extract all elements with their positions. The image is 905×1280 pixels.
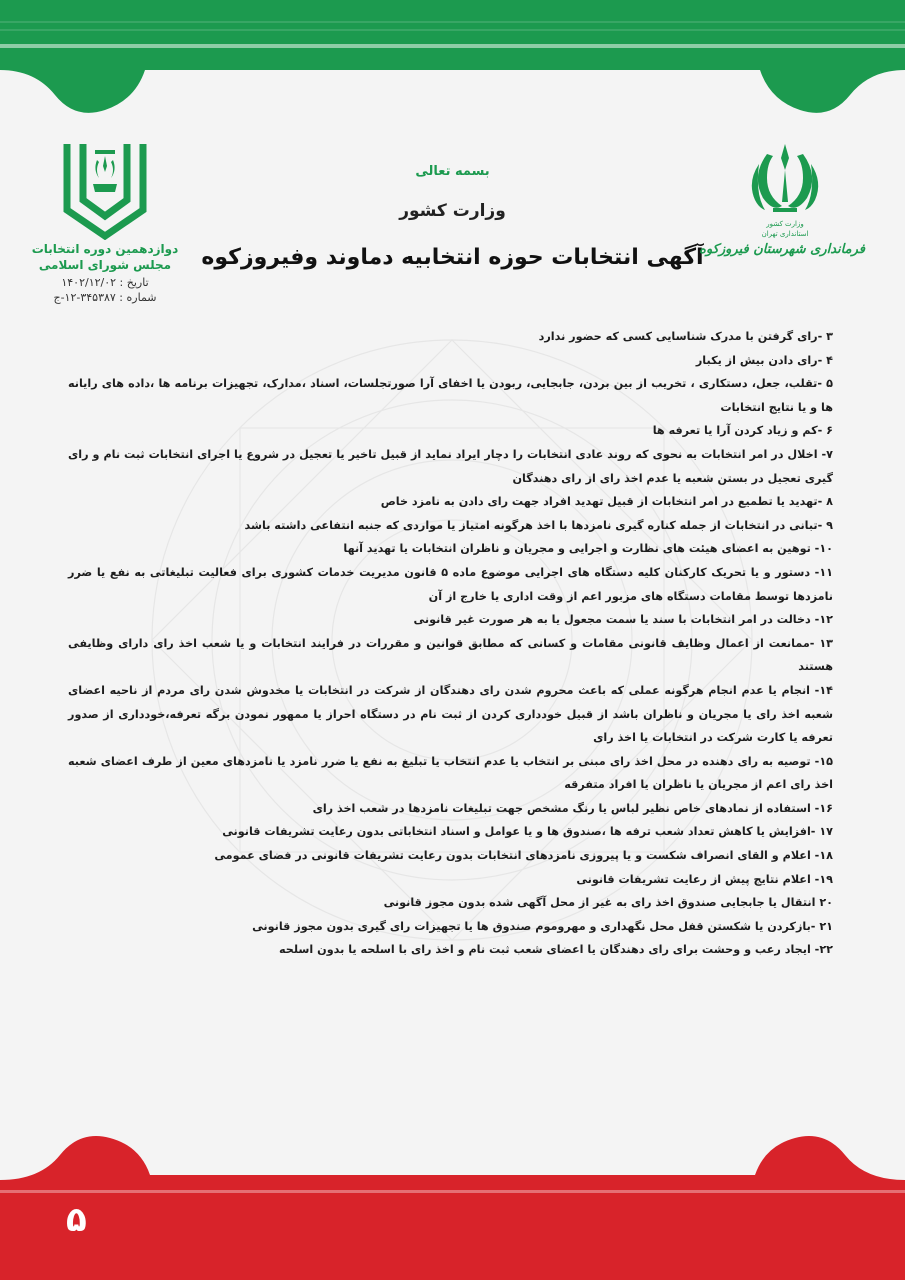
emblem-caption-1: وزارت کشور (766, 220, 804, 228)
document-date: تاریخ : ۱۴۰۲/۱۲/۰۲ (61, 276, 149, 289)
document-number: شماره : ۳۴۵۳۸۷-۱۲-ج (53, 290, 157, 304)
list-item: ۱۶- استفاده از نمادهای خاص نظیر لباس یا رنگ مشخص جهت تبلیغات نامزدها در شعب اخذ رای (312, 801, 833, 815)
list-item: ۱۰- توهین به اعضای هیئت های نظارت و اجرایی و مجریان و ناظران انتخابات یا تهدید آنها (343, 542, 833, 556)
governorate-emblem (699, 140, 865, 285)
list-item: ۶ -کم و زیاد کردن آرا یا تعرفه ها (652, 424, 833, 438)
list-item: ۱۱- دستور و یا تحریک کارکنان کلیه دستگاه های اجرایی موضوع ماده ۵ قانون مدیریت خدمات کشوری برای فعالیت تبلیغاتی به نفع یا ضرر نامزدها توسط مقامات دستگاه های مزبور اعم از وقت اداری یا خارج از آن (68, 565, 833, 603)
list-item: ۱۳ -ممانعت از اعمال وظایف قانونی مقامات و کسانی که مطابق قوانین و مقررات در فرایند انتخابات و یا شعب اخذ رای دارای وظایفی هستند (68, 636, 833, 674)
list-item: ۱۹- اعلام نتایج پیش از رعایت تشریفات قانونی (576, 872, 833, 886)
header (200, 160, 705, 270)
page-title: آگهی انتخابات حوزه انتخابیه دماوند وفیروزکوه (201, 245, 704, 270)
violations-list (68, 325, 833, 962)
ballot-box-icon (59, 140, 151, 240)
list-item: ۲۱ -بازکردن یا شکستن قفل محل نگهداری و مهروموم صندوق ها یا تجهیزات رای گیری بدون مجوز قانونی (252, 919, 833, 933)
list-item: ۷- اخلال در امر انتخابات به نحوی که روند عادی انتخابات را دچار ایراد نماید از قبیل تاخیر یا تعجیل در شروع یا اجرای انتخابات ثبت نام و رای گیری تعجیل در بستن شعبه یا عدم اخذ رای از رای دهندگان (68, 447, 833, 485)
list-item: ۲۲- ایجاد رعب و وحشت برای رای دهندگان یا اعضای شعب ثبت نام و اخذ رای با اسلحه یا بدون اسلحه (279, 943, 833, 957)
list-item: ۳ -رای گرفتن با مدرک شناسایی کسی که حضور ندارد (538, 330, 833, 343)
document-meta (30, 276, 180, 306)
list-item: ۵ -تقلب، جعل، دستکاری ، تخریب از بین بردن، جابجایی، ربودن یا اخفای آرا صورتجلسات، اسناد ،مدارک، تجهیزات برنامه ها ،داده های رایانه ها و یا نتایج انتخابات (68, 377, 833, 414)
list-item: ۸ -تهدید یا تطمیع در امر انتخابات از قبیل تهدید افراد جهت رای دادن به نامزد خاص (380, 495, 833, 509)
iran-emblem-icon (745, 140, 825, 218)
list-item: ۲۰ انتقال یا جابجایی صندوق اخذ رای به غیر از محل آگهی شده بدون مجوز قانونی (383, 896, 833, 910)
election-logo-block (30, 140, 180, 330)
list-item: ۱۷ -افزایش یا کاهش تعداد شعب ترفه ها ،صندوق ها و یا عوامل و اسناد انتخاباتی بدون رعایت تشریفات قانونی (222, 825, 833, 839)
list-item: ۱۸- اعلام و القای انصراف شکست و یا پیروزی نامزدهای انتخابات بدون رعایت تشریفات قانونی در فضای عمومی (214, 849, 833, 863)
list-item: ۴ -رای دادن بیش از یکبار (695, 353, 833, 367)
bismillah-heading: بسمه تعالی (415, 164, 490, 179)
list-item: ۱۲- دخالت در امر انتخابات با سند یا سمت مجعول یا به هر صورت غیر قانونی (413, 613, 833, 627)
list-item: ۹ -تبانی در انتخابات از جمله کناره گیری نامزدها با اخذ هرگونه امتیاز یا مواردی که جنبه انتفاعی داشته باشد (244, 518, 833, 532)
emblem-caption-2: استانداری تهران (761, 230, 809, 239)
page-number: ۵ (66, 1200, 87, 1240)
ministry-name: وزارت کشور (399, 201, 506, 221)
list-item: ۱۵- توصیه به رای دهنده در محل اخذ رای مبنی بر انتخاب یا عدم انتخاب یا تبلیغ به نفع یا ضرر نامزد یا نامزدهای معین از طرف اعضای شعبه اخذ رای اعم از مجریان یا ناظران یا افراد متفرقه (68, 754, 833, 792)
list-item: ۱۴- انجام یا عدم انجام هرگونه عملی که باعث محروم شدن رای دهندگان از شرکت در انتخابات یا مخدوش شدن رای مردم از ناحیه اعضای شعبه اخذ رای یا مجریان و ناظران باشد از قبیل خودداری کردن از ثبت نام در دستگاه احراز یا ممهور نمودن برگه تعرفه،خودداری از صدور تعرفه یا کارت شرکت در انتخابات یا اخذ رای (68, 683, 833, 745)
governorate-name: فرمانداری شهرستان فیروزکوه (699, 241, 865, 257)
parliament-label: مجلس شورای اسلامی (38, 258, 172, 272)
election-round-label: دوازدهمین دوره انتخابات (31, 242, 179, 256)
top-green-band (0, 0, 905, 150)
bottom-red-band (0, 1130, 905, 1280)
